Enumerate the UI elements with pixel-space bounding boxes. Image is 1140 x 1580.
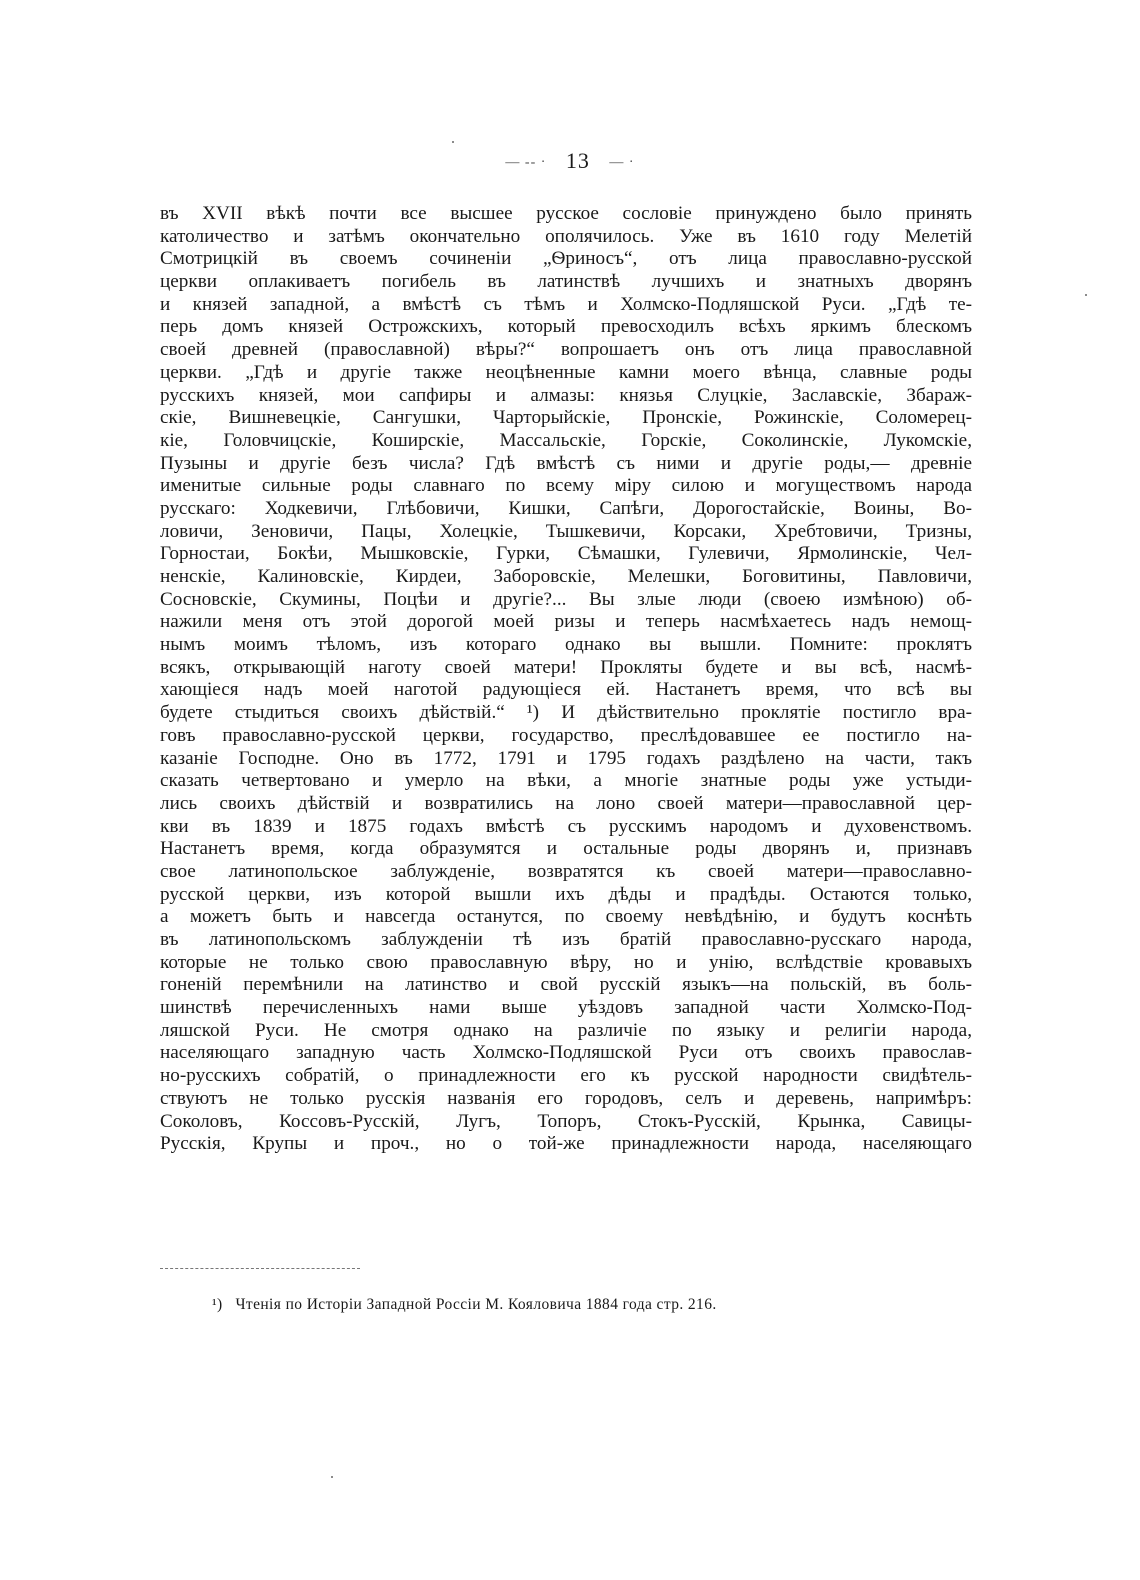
text-line: ствуютъ не только русскія названія его городовъ, селъ и деревень, напримѣръ:	[160, 1087, 972, 1109]
text-line: а можетъ быть и навсегда останутся, по своему невѣдѣнію, и будутъ коснѣть	[160, 906, 972, 928]
text-line: кви въ 1839 и 1875 годахъ вмѣстѣ съ русскимъ народомъ и духовенствомъ.	[160, 815, 972, 837]
text-line: свое латинопольское заблужденіе, возвратятся къ своей матери—православно-	[160, 860, 972, 882]
text-line: церкви оплакиваетъ погибель въ латинствѣ лучшихъ и знатныхъ дворянъ	[160, 271, 972, 293]
text-line: сказать четвертовано и умерло на вѣки, а многіе знатные роды уже устыди-	[160, 770, 972, 792]
text-line: Сосновскіе, Скумины, Поцѣи и другіе?... Вы злые люди (своею измѣною) об-	[160, 588, 972, 610]
text-line: кіе, Головчицскіе, Коширскіе, Массальскіе, Горскіе, Соколинскіе, Лукомскіе,	[160, 429, 972, 451]
scan-speck	[452, 141, 454, 143]
text-line: церкви. „Гдѣ и другіе также неоцѣненные камни моего вѣнца, славные роды	[160, 361, 972, 383]
footnote-marker: ¹)	[212, 1296, 223, 1313]
text-line: Пузыны и другіе безъ числа? Гдѣ вмѣстѣ съ ними и другіе роды,— древніе	[160, 452, 972, 474]
page-header	[0, 148, 1140, 174]
footnote-separator	[160, 1268, 360, 1269]
text-line: Русскія, Крупы и проч., но о той-же принадлежности народа, населяющаго	[160, 1133, 972, 1155]
text-line: русскаго: Ходкевичи, Глѣбовичи, Кишки, Сапѣги, Дорогостайскіе, Воины, Во-	[160, 497, 972, 519]
text-line: Горностаи, Бокѣи, Мышковскіе, Гурки, Сѣмашки, Гулевичи, Ярмолинскіе, Чел-	[160, 543, 972, 565]
scan-speck	[1085, 294, 1087, 296]
text-line: скіе, Вишневецкіе, Сангушки, Чарторыйскіе, Пронскіе, Рожинскіе, Соломерец-	[160, 407, 972, 429]
header-left-dash: — -- ·	[505, 154, 547, 170]
text-line: Смотрицкій въ своемъ сочиненіи „Ѳриносъ“, отъ лица православно-русской	[160, 248, 972, 270]
text-line: будете стыдиться своихъ дѣйствій.“ ¹) И дѣйствительно проклятіе постигло вра-	[160, 702, 972, 724]
header-right-dash: — ·	[609, 154, 635, 170]
text-line: всякъ, открывающій наготу своей матери! Прокляты будете и вы всѣ, насмѣ-	[160, 656, 972, 678]
text-line: которые не только свою православную вѣру, но и унію, вслѣдствіе кровавыхъ	[160, 951, 972, 973]
text-line: шинствѣ перечисленныхъ нами выше уѣздовъ западной части Холмско-Под-	[160, 997, 972, 1019]
text-line: перь домъ князей Острожскихъ, который превосходилъ всѣхъ яркимъ блескомъ	[160, 316, 972, 338]
text-line: ловичи, Зеновичи, Пацы, Холецкіе, Тышкевичи, Корсаки, Хребтовичи, Тризны,	[160, 520, 972, 542]
scan-speck	[331, 1476, 333, 1478]
text-line: гоненій перемѣнили на латинство и свой русскій языкъ—на польскій, въ боль-	[160, 974, 972, 996]
text-line: и князей западной, а вмѣстѣ съ тѣмъ и Холмско-Подляшской Руси. „Гдѣ те-	[160, 293, 972, 315]
body-text	[160, 203, 972, 1156]
text-line: населяющаго западную часть Холмско-Подляшской Руси отъ своихъ православ-	[160, 1042, 972, 1064]
text-line: Соколовъ, Коссовъ-Русскій, Лугъ, Топоръ, Стокъ-Русскій, Крынка, Савицы-	[160, 1110, 972, 1132]
text-line: но-русскихъ собратій, о принадлежности его къ русской народности свидѣтель-	[160, 1065, 972, 1087]
text-line: въ XVII вѣкѣ почти все высшее русское сословіе принуждено было принять	[160, 203, 972, 224]
text-line: русской церкви, изъ которой вышли ихъ дѣды и прадѣды. Остаются только,	[160, 883, 972, 905]
text-line: Настанетъ время, когда образумятся и остальные роды дворянъ и, признавъ	[160, 838, 972, 860]
text-line: именитые сильные роды славнаго по всему міру силою и могуществомъ народа	[160, 475, 972, 497]
text-line: своей древней (православной) вѣры?“ вопрошаетъ онъ отъ лица православной	[160, 339, 972, 361]
text-line: ляшской Руси. Не смотря однако на различіе по языку и религіи народа,	[160, 1019, 972, 1041]
text-line: казаніе Господне. Оно въ 1772, 1791 и 1795 годахъ раздѣлено на части, такъ	[160, 747, 972, 769]
text-line: католичество и затѣмъ окончательно ополячилось. Уже въ 1610 году Мелетій	[160, 225, 972, 247]
text-line: лись своихъ дѣйствій и возвратились на лоно своей матери—православной цер-	[160, 792, 972, 814]
text-line: русскихъ князей, мои сапфиры и алмазы: князья Слуцкіе, Заславскіе, Збараж-	[160, 384, 972, 406]
page-number: 13	[565, 148, 590, 173]
text-line: говъ православно-русской церкви, государство, преслѣдовавшее ее постигло на-	[160, 724, 972, 746]
footnote-text: Чтенія по Исторіи Западной Россіи М. Кояловича 1884 года стр. 216.	[235, 1296, 717, 1313]
text-line: хающіеся надъ моей наготой радующіеся ей. Настанетъ время, что всѣ вы	[160, 679, 972, 701]
text-line: ненскіе, Калиновскіе, Кирдеи, Заборовскіе, Мелешки, Боговитины, Павловичи,	[160, 566, 972, 587]
text-line: нажили меня отъ этой дорогой моей ризы и теперь насмѣхаетесь надъ немощ-	[160, 611, 972, 633]
footnote	[212, 1296, 912, 1314]
text-line: въ латинопольскомъ заблужденіи тѣ изъ братій православно-русскаго народа,	[160, 929, 972, 950]
text-line: нымъ моимъ тѣломъ, изъ котораго однако вы вышли. Помните: проклятъ	[160, 634, 972, 656]
